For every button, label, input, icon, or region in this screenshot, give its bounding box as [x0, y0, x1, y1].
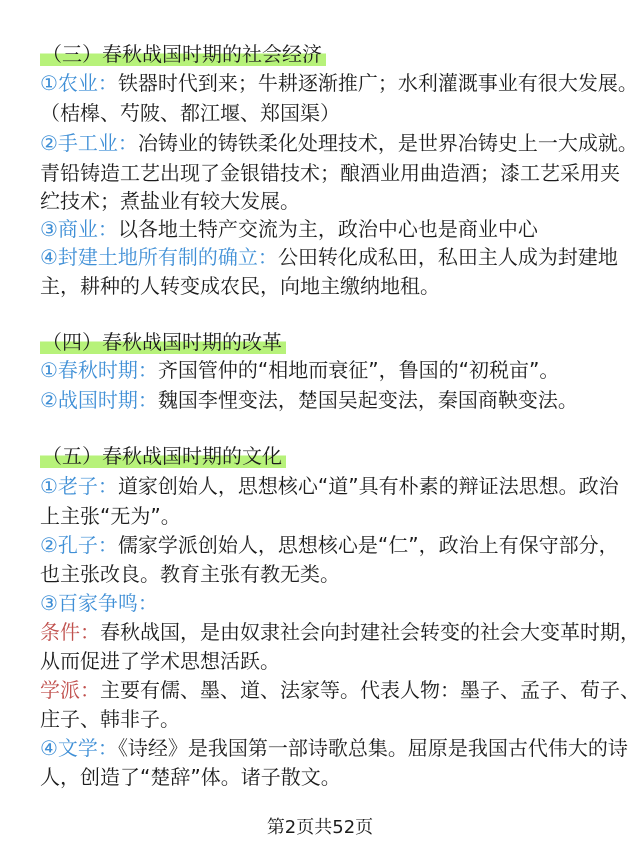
item-text: 铁器时代到来；牛耕逐渐推广；水利灌溉事业有很大发展。	[117, 71, 638, 95]
section-culture	[0, 442, 640, 470]
item-handicraft-cont	[40, 186, 300, 216]
item-label: ③百家争鸣：	[40, 591, 158, 615]
item-agriculture	[40, 68, 638, 98]
item-text: 《诗经》是我国第一部诗歌总集。屈原是我国古代伟大的诗	[117, 736, 628, 760]
item-text: 庄子、韩非子。	[40, 707, 180, 731]
item-label: ①农业：	[40, 71, 118, 95]
item-warring-states	[40, 385, 578, 415]
item-handicraft	[40, 128, 638, 158]
item-text: 以各地土特产交流为主，政治中心也是商业中心	[117, 217, 538, 241]
item-handicraft-cont	[40, 158, 620, 188]
item-conditions	[40, 617, 640, 647]
item-label: ②手工业：	[40, 131, 138, 155]
item-kongzi	[40, 530, 619, 560]
item-text: 儒家学派创始人，思想核心是“仁”，政治上有保守部分，	[117, 533, 619, 557]
item-text: 主，耕种的人转变成农民，向地主缴纳地租。	[40, 274, 440, 298]
item-label: ②战国时期：	[40, 388, 158, 412]
item-text: 也主张改良。教育主张有教无类。	[40, 562, 340, 586]
item-label: ①老子：	[40, 474, 118, 498]
item-label: ④封建土地所有制的确立：	[40, 245, 278, 269]
item-literature	[40, 733, 628, 763]
item-literature-cont	[40, 762, 341, 792]
item-text: 公田转化成私田，私田主人成为封建地	[277, 245, 618, 269]
section-reform	[0, 328, 640, 356]
item-land-cont	[40, 271, 440, 301]
item-schools	[40, 675, 640, 705]
page-number: 第2页共52页	[266, 817, 374, 838]
item-conditions-cont	[40, 646, 280, 676]
item-schools-cont	[40, 704, 180, 734]
item-text: 从而促进了学术思想活跃。	[40, 649, 280, 673]
item-agriculture-cont	[40, 98, 340, 128]
item-label: ④文学：	[40, 736, 118, 760]
item-commerce	[40, 214, 538, 244]
item-text: 道家创始人，思想核心“道”具有朴素的辩证法思想。政治	[117, 474, 619, 498]
item-text: （桔槔、芍陂、都江堰、郑国渠）	[40, 101, 340, 125]
item-label: ②孔子：	[40, 533, 118, 557]
item-label: 学派：	[40, 678, 100, 702]
item-text: 魏国李悝变法，楚国吴起变法，秦国商鞅变法。	[157, 388, 578, 412]
section-heading: （三）春秋战国时期的社会经济	[40, 40, 326, 68]
item-text: 春秋战国，是由奴隶社会向封建社会转变的社会大变革时期，	[100, 620, 640, 644]
item-hundred-schools	[40, 588, 158, 618]
item-text: 冶铸业的铸铁柔化处理技术，是世界冶铸史上一大成就。	[137, 131, 638, 155]
item-text: 上主张“无为”。	[40, 504, 181, 528]
item-label: ①春秋时期：	[40, 358, 158, 382]
item-label: 条件：	[40, 620, 100, 644]
item-text: 纻技术；煮盐业有较大发展。	[40, 189, 300, 213]
section-economy	[0, 40, 640, 68]
item-laozi	[40, 471, 619, 501]
item-text: 人，创造了“楚辞”体。诸子散文。	[40, 765, 341, 789]
item-text: 齐国管仲的“相地而衰征”，鲁国的“初税亩”。	[157, 358, 560, 382]
section-heading: （四）春秋战国时期的改革	[40, 328, 286, 356]
item-text: 青铅铸造工艺出现了金银错技术；酿酒业用曲造酒；漆工艺采用夹	[40, 161, 620, 185]
item-label: ③商业：	[40, 217, 118, 241]
item-land	[40, 242, 618, 272]
item-laozi-cont	[40, 501, 181, 531]
section-heading: （五）春秋战国时期的文化	[40, 442, 286, 470]
item-text: 主要有儒、墨、道、法家等。代表人物：墨子、孟子、荀子、	[100, 678, 640, 702]
item-kongzi-cont	[40, 559, 340, 589]
item-spring-autumn	[40, 355, 559, 385]
